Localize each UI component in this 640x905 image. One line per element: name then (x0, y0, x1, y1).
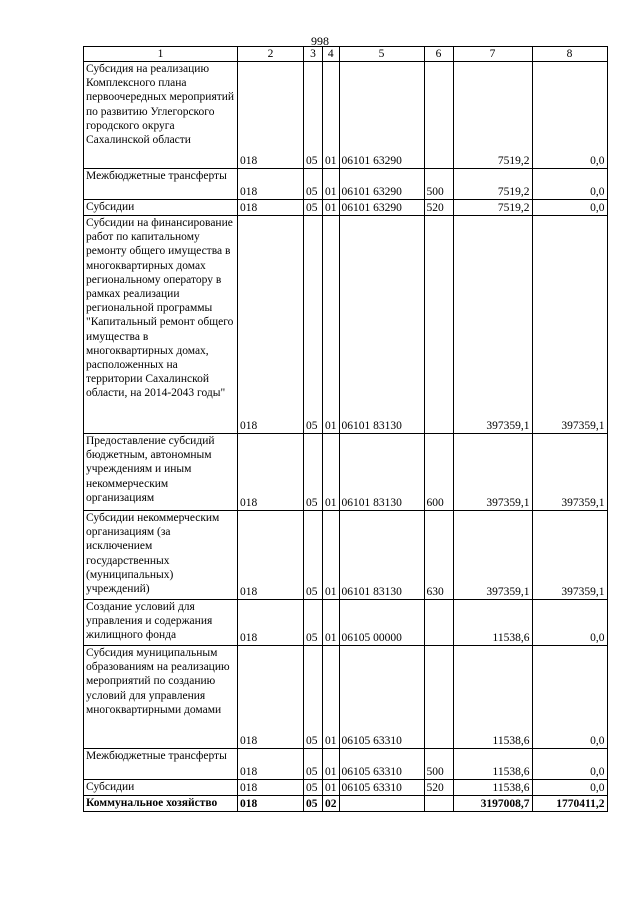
row-pr: 01 (323, 434, 340, 511)
page-number: 998 (311, 34, 329, 48)
row-sum-2: 0,0 (532, 200, 607, 216)
total-row (84, 796, 608, 812)
row-gr: 018 (238, 62, 304, 169)
row-sum-2: 0,0 (532, 169, 607, 200)
row-csr: 06105 63310 (339, 749, 424, 780)
row-name: Создание условий для управления и содержания жилищного фонда (84, 600, 238, 646)
row-pr: 01 (323, 216, 340, 434)
table-row (84, 780, 608, 796)
row-gr: 018 (238, 169, 304, 200)
row-sum-1: 7519,2 (453, 62, 532, 169)
row-sum-1: 7519,2 (453, 169, 532, 200)
table-row (84, 511, 608, 600)
row-sum-2: 397359,1 (532, 434, 607, 511)
row-sum-2: 397359,1 (532, 216, 607, 434)
table-row (84, 434, 608, 511)
table-header-row (84, 47, 608, 62)
row-csr: 06101 83130 (339, 434, 424, 511)
budget-table (83, 46, 608, 812)
table-row (84, 749, 608, 780)
header-cell: 2 (238, 47, 304, 62)
row-csr: 06101 83130 (339, 511, 424, 600)
row-gr: 018 (238, 780, 304, 796)
row-rz: 05 (304, 780, 323, 796)
row-name: Субсидии некоммерческим организациям (за исключением государственных (муниципальных) учреждений) (84, 511, 238, 600)
header-cell: 6 (424, 47, 453, 62)
row-name: Предоставление субсидий бюджетным, автономным учреждениям и иным некоммерческим организациям (84, 434, 238, 511)
row-vr: 500 (424, 749, 453, 780)
table-row (84, 200, 608, 216)
row-gr: 018 (238, 600, 304, 646)
row-vr (424, 62, 453, 169)
row-csr: 06101 63290 (339, 200, 424, 216)
header-cell: 8 (532, 47, 607, 62)
row-sum-2: 0,0 (532, 749, 607, 780)
total-csr (339, 796, 424, 812)
row-csr: 06105 63310 (339, 646, 424, 749)
row-sum-1: 397359,1 (453, 434, 532, 511)
row-name: Субсидии (84, 200, 238, 216)
row-sum-2: 0,0 (532, 62, 607, 169)
row-name: Субсидия на реализацию Комплексного плана первоочередных мероприятий по развитию Углегорского городского округа Сахалинской области (84, 62, 238, 169)
row-pr: 01 (323, 169, 340, 200)
row-gr: 018 (238, 200, 304, 216)
row-vr: 630 (424, 511, 453, 600)
total-sum-2: 1770411,2 (532, 796, 607, 812)
table-row (84, 216, 608, 434)
row-rz: 05 (304, 216, 323, 434)
row-csr: 06101 63290 (339, 169, 424, 200)
row-pr: 01 (323, 511, 340, 600)
row-csr: 06105 63310 (339, 780, 424, 796)
row-rz: 05 (304, 646, 323, 749)
row-gr: 018 (238, 511, 304, 600)
row-vr: 520 (424, 200, 453, 216)
table-row (84, 600, 608, 646)
total-pr: 02 (323, 796, 340, 812)
table-row (84, 646, 608, 749)
header-cell: 7 (453, 47, 532, 62)
row-rz: 05 (304, 600, 323, 646)
row-rz: 05 (304, 434, 323, 511)
row-sum-1: 397359,1 (453, 216, 532, 434)
row-gr: 018 (238, 216, 304, 434)
row-csr: 06101 83130 (339, 216, 424, 434)
row-vr: 600 (424, 434, 453, 511)
header-cell: 5 (339, 47, 424, 62)
row-name: Межбюджетные трансферты (84, 169, 238, 200)
row-pr: 01 (323, 646, 340, 749)
header-cell: 1 (84, 47, 238, 62)
total-sum-1: 3197008,7 (453, 796, 532, 812)
row-rz: 05 (304, 511, 323, 600)
row-sum-2: 397359,1 (532, 511, 607, 600)
row-sum-2: 0,0 (532, 600, 607, 646)
row-vr (424, 646, 453, 749)
total-gr: 018 (238, 796, 304, 812)
total-rz: 05 (304, 796, 323, 812)
row-pr: 01 (323, 749, 340, 780)
row-sum-1: 397359,1 (453, 511, 532, 600)
row-name: Субсидии на финансирование работ по капитальному ремонту общего имущества в многоквартирных домах региональному оператору в рамках реализации региональной программы "Капитальный ремонт общего имущества в многоквартирных домах, расположенных на территории Сахалинской области, на 2014-2043 годы" (84, 216, 238, 434)
row-name: Межбюджетные трансферты (84, 749, 238, 780)
row-sum-2: 0,0 (532, 646, 607, 749)
row-sum-1: 11538,6 (453, 780, 532, 796)
row-pr: 01 (323, 780, 340, 796)
total-vr (424, 796, 453, 812)
row-csr: 06105 00000 (339, 600, 424, 646)
row-sum-1: 11538,6 (453, 646, 532, 749)
row-rz: 05 (304, 62, 323, 169)
table-row (84, 169, 608, 200)
row-vr: 520 (424, 780, 453, 796)
row-sum-1: 11538,6 (453, 749, 532, 780)
row-vr: 500 (424, 169, 453, 200)
row-sum-2: 0,0 (532, 780, 607, 796)
row-vr (424, 600, 453, 646)
row-rz: 05 (304, 169, 323, 200)
row-rz: 05 (304, 200, 323, 216)
row-pr: 01 (323, 200, 340, 216)
row-name: Субсидии (84, 780, 238, 796)
row-rz: 05 (304, 749, 323, 780)
header-cell: 3 (304, 47, 323, 62)
row-sum-1: 7519,2 (453, 200, 532, 216)
row-pr: 01 (323, 62, 340, 169)
row-sum-1: 11538,6 (453, 600, 532, 646)
row-gr: 018 (238, 749, 304, 780)
row-gr: 018 (238, 646, 304, 749)
row-gr: 018 (238, 434, 304, 511)
row-name: Субсидия муниципальным образованиям на реализацию мероприятий по созданию условий для управления многоквартирными домами (84, 646, 238, 749)
row-pr: 01 (323, 600, 340, 646)
row-csr: 06101 63290 (339, 62, 424, 169)
total-name: Коммунальное хозяйство (84, 796, 238, 812)
header-cell: 4 (323, 47, 340, 62)
table-row (84, 62, 608, 169)
row-vr (424, 216, 453, 434)
